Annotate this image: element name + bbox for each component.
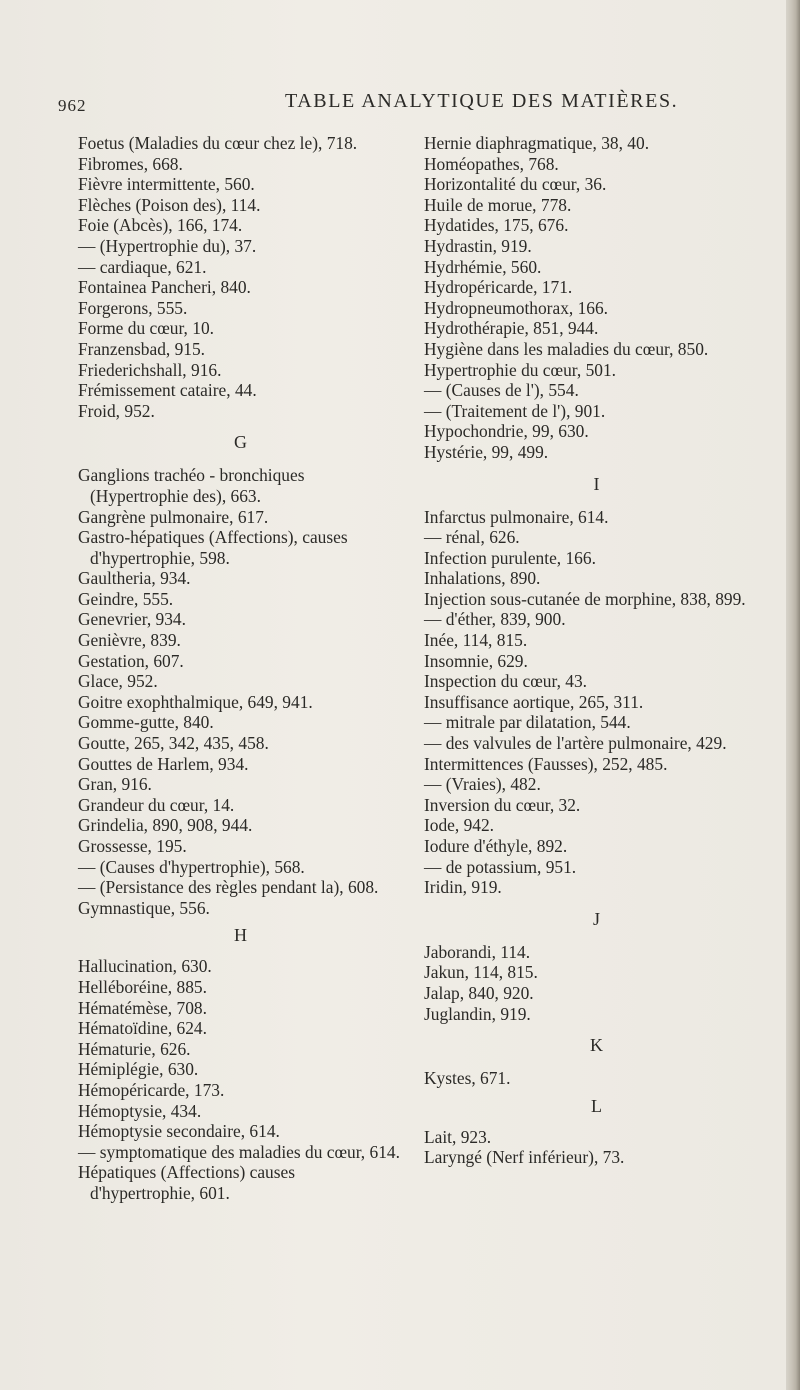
index-entry: Iodure d'éthyle, 892. (424, 836, 568, 856)
index-entry: Insomnie, 629. (424, 650, 528, 671)
index-entry: — (Vraies), 482. (424, 774, 541, 795)
index-entry: Gymnastique, 556. (78, 897, 210, 918)
index-entry: Hématoïdine, 624. (78, 1018, 207, 1039)
index-entry: Hépatiques (Affections) causes d'hypertrophie, 601. (78, 1162, 295, 1203)
index-entry: Kystes, 671. (424, 1068, 511, 1089)
index-entry: Lait, 923. (424, 1126, 492, 1147)
index-entry: Hydrhémie, 560. (424, 256, 542, 277)
index-entry: Forme du cœur, 10. (78, 318, 214, 339)
index-entry: Flèches (Poison des), 114. (78, 194, 261, 215)
index-entry: Gran, 916. (78, 774, 152, 795)
index-entry: Gaultheria, 934. (78, 568, 191, 589)
index-entry: — mitrale par dilatation, 544. (424, 712, 631, 733)
index-entry: Fontainea Pancheri, 840. (78, 277, 251, 298)
index-entry: Gangrène pulmonaire, 617. (78, 506, 269, 527)
index-entry: Grandeur du cœur, 14. (78, 794, 235, 815)
index-entry: Insuffisance aortique, 265, 311. (424, 691, 644, 712)
page-header (0, 90, 786, 120)
index-entry: — (Hypertrophie du), 37. (78, 235, 257, 256)
index-entry: — (Traitement de l'), 901. (424, 400, 606, 421)
index-entry: Hygiène dans les maladies du cœur, 850. (424, 338, 709, 359)
index-entry: Hématémèse, 708. (78, 997, 207, 1018)
index-entry: Laryngé (Nerf inférieur), 73. (424, 1147, 625, 1168)
index-entry: Iridin, 919. (424, 877, 502, 898)
index-entry: Hémoptysie secondaire, 614. (78, 1121, 280, 1142)
section-letter-g: G (234, 432, 247, 453)
index-entry: Glace, 952. (78, 671, 158, 692)
index-entry: Hernie diaphragmatique, 38, 40. (424, 133, 650, 153)
index-entry: Fibromes, 668. (78, 153, 183, 174)
index-entry: — de potassium, 951. (424, 856, 577, 877)
index-entry: Inée, 114, 815. (424, 630, 528, 651)
index-entry: Fièvre intermittente, 560. (78, 174, 255, 195)
index-entry: Foie (Abcès), 166, 174. (78, 215, 243, 236)
index-entry: Hallucination, 630. (78, 956, 212, 977)
index-entry: Hydatides, 175, 676. (424, 215, 569, 236)
index-entry: Gestation, 607. (78, 650, 184, 671)
index-entry: Goutte, 265, 342, 435, 458. (78, 733, 269, 754)
section-letter-k: K (590, 1035, 603, 1056)
index-entry: Gouttes de Harlem, 934. (78, 753, 249, 774)
index-entry: Hématurie, 626. (78, 1038, 191, 1059)
index-entry: — cardiaque, 621. (78, 256, 207, 277)
index-entry: Juglandin, 919. (424, 1003, 531, 1024)
index-entry: Infection purulente, 166. (424, 547, 596, 568)
index-entry: Injection sous-cutanée de morphine, 838, 899. (424, 588, 746, 609)
index-column-left (78, 133, 403, 1204)
index-entry: Hydrastin, 919. (424, 235, 532, 256)
index-entry: Hémiplégie, 630. (78, 1059, 199, 1080)
index-entry: Hémoptysie, 434. (78, 1100, 202, 1121)
index-entry: — (Causes de l'), 554. (424, 380, 579, 401)
index-entry: Jakun, 114, 815. (424, 962, 538, 983)
index-column-right (424, 133, 769, 1168)
index-entry: Hémopéricarde, 173. (78, 1079, 225, 1100)
running-title: TABLE ANALYTIQUE DES MATIÈRES. (285, 90, 679, 112)
index-entry: — (Causes d'hypertrophie), 568. (78, 856, 305, 877)
index-entry: Grossesse, 195. (78, 836, 187, 856)
index-entry: Grindelia, 890, 908, 944. (78, 815, 253, 836)
index-entry: Foetus (Maladies du cœur chez le), 718. (78, 133, 358, 153)
section-letter-j: J (592, 908, 600, 929)
section-letter-l: L (591, 1095, 602, 1116)
index-entry: Gomme-gutte, 840. (78, 712, 214, 733)
index-entry: Genevrier, 934. (78, 609, 186, 630)
index-entry: — des valvules de l'artère pulmonaire, 429. (424, 733, 727, 754)
index-entry: Helléboréine, 885. (78, 976, 207, 997)
index-entry: Horizontalité du cœur, 36. (424, 174, 607, 195)
index-entry: Huile de morue, 778. (424, 194, 572, 215)
index-entry: Ganglions trachéo - bronchiques (Hypertrophie des), 663. (78, 465, 305, 506)
index-entry: Jaborandi, 114. (424, 941, 531, 962)
index-entry: Goitre exophthalmique, 649, 941. (78, 691, 313, 712)
page-edge (786, 0, 800, 1390)
index-entry: Friederichshall, 916. (78, 359, 222, 380)
index-entry: Hydropéricarde, 171. (424, 277, 573, 298)
index-entry: Iode, 942. (424, 815, 495, 836)
index-entry: Homéopathes, 768. (424, 153, 559, 174)
index-entry: Jalap, 840, 920. (424, 982, 534, 1003)
section-letter-h: H (234, 925, 247, 946)
index-entry: Franzensbad, 915. (78, 338, 206, 359)
index-entry: — (Persistance des règles pendant la), 608. (78, 877, 379, 898)
index-entry: Infarctus pulmonaire, 614. (424, 506, 609, 527)
index-entry: Inhalations, 890. (424, 568, 541, 589)
index-entry: Genièvre, 839. (78, 630, 181, 651)
index-entry: Hydrothérapie, 851, 944. (424, 318, 599, 339)
index-entry: Hydropneumothorax, 166. (424, 297, 609, 318)
index-entry: Inspection du cœur, 43. (424, 671, 588, 692)
index-entry: — d'éther, 839, 900. (424, 609, 566, 630)
index-entry: Gastro-hépatiques (Affections), causes d'hypertrophie, 598. (78, 527, 348, 568)
index-entry: Inversion du cœur, 32. (424, 794, 581, 815)
index-entry: Hypertrophie du cœur, 501. (424, 359, 617, 380)
index-entry: Frémissement cataire, 44. (78, 380, 257, 401)
index-entry: — symptomatique des maladies du cœur, 614. (78, 1141, 400, 1162)
index-entry: Froid, 952. (78, 400, 155, 421)
index-entry: Intermittences (Fausses), 252, 485. (424, 753, 668, 774)
index-entry: Hypochondrie, 99, 630. (424, 421, 589, 442)
page-number: 962 (58, 96, 87, 115)
index-entry: Hystérie, 99, 499. (424, 441, 549, 462)
section-letter-i: I (593, 473, 600, 494)
index-entry: Forgerons, 555. (78, 297, 188, 318)
index-entry: Geindre, 555. (78, 588, 174, 609)
index-entry: — rénal, 626. (424, 527, 520, 548)
